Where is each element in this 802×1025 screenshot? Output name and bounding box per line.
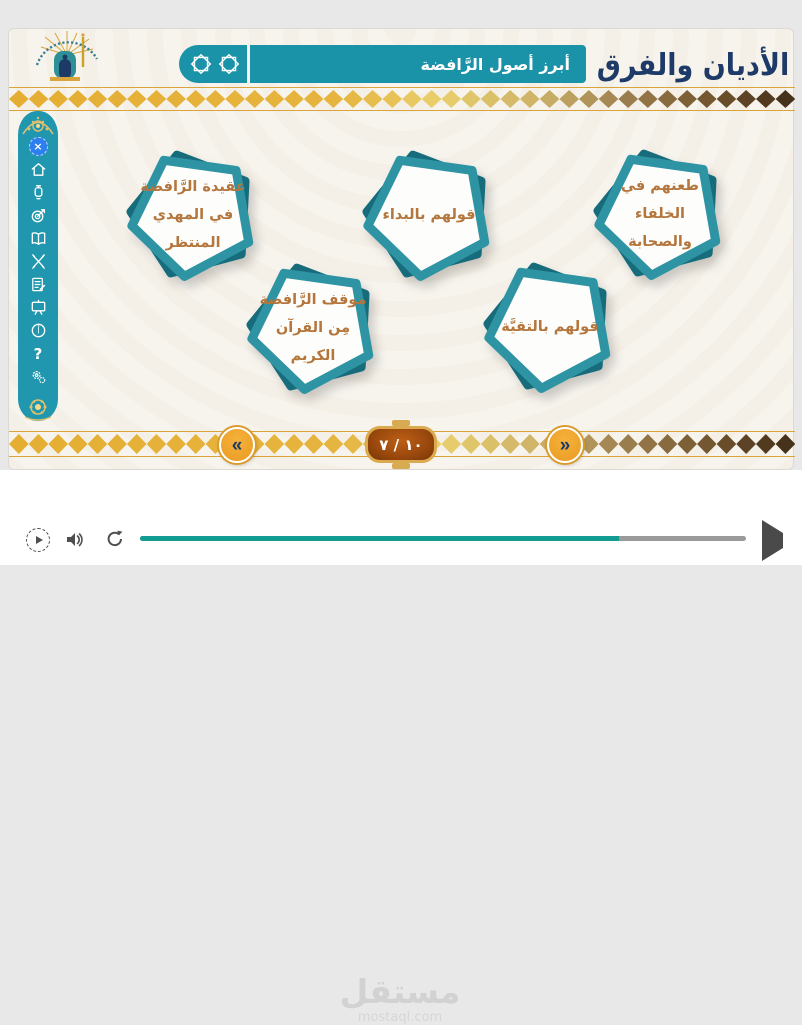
diamond-ornament [107,90,127,108]
diamond-ornament [88,90,108,108]
diamond-ornament [697,434,717,454]
diamond-ornament [206,90,226,108]
progress-track[interactable] [140,536,746,541]
slide-title-bar [179,45,586,83]
diamond-ornament [599,90,619,108]
sidebar-icons [27,137,49,386]
diamond-ornament [304,434,324,454]
refresh-icon [104,528,126,550]
diamond-ornament [68,90,88,108]
diamond-ornament [166,90,186,108]
diamond-ornament [756,434,776,454]
diamond-ornament [618,434,638,454]
diamond-ornament [343,90,363,108]
media-player-bar [0,470,802,1025]
diamond-ornament [461,434,481,454]
diamond-ornament [441,434,461,454]
diamond-ornament [363,90,383,108]
target-icon[interactable] [27,206,49,225]
diamond-ornament [677,90,697,108]
diamond-ornament [186,434,206,454]
topic-card-quran[interactable] [233,248,393,408]
diamond-ornament [107,434,127,454]
board-icon[interactable] [27,298,49,317]
home-icon[interactable] [27,160,49,179]
diamond-ornament [245,90,265,108]
diamond-ornament [127,90,147,108]
diamond-ornament [422,90,442,108]
diamond-ornament [559,90,579,108]
diamond-ornament [658,434,678,454]
diamond-ornament [500,434,520,454]
play-button[interactable] [760,527,784,553]
diamond-ornament [29,434,49,454]
diamond-ornament [618,90,638,108]
diamond-ornament [638,434,658,454]
slide-title: أبرز أصول الرَّافضة [420,54,570,74]
octagram-star-icon[interactable] [217,52,241,76]
diamond-ornament [461,90,481,108]
diamond-ornament [736,90,756,108]
diamond-ornament [638,90,658,108]
next-page-button[interactable] [547,427,583,463]
diamond-border-top [9,87,795,111]
diamond-ornament [677,434,697,454]
question-icon[interactable]: ? [33,344,43,363]
vocab-icon[interactable] [27,321,49,340]
diamond-ornament [717,90,737,108]
topic-card-label: عقيدة الرَّافضة في المهدي المنتظر [140,178,246,252]
watermark [300,974,500,1025]
diamond-ornament [402,90,422,108]
diamond-ornament [225,90,245,108]
diamond-ornament [48,434,68,454]
diamond-ornament [48,90,68,108]
diamond-ornament [382,90,402,108]
sidebar-toolbar [18,111,58,421]
diamond-ornament [284,434,304,454]
diamond-ornament [324,434,344,454]
octagram-star-icon[interactable] [189,52,213,76]
diamond-ornament [441,90,461,108]
diamond-ornament [29,90,49,108]
diamond-ornament [717,434,737,454]
topic-card-label: قولهم بالبداء [382,206,476,223]
mosque-logo [19,29,115,93]
diamond-ornament [658,90,678,108]
diamond-ornament [776,90,796,108]
diamond-ornament [579,90,599,108]
diamond-ornament [520,434,540,454]
diamond-ornament [756,90,776,108]
diamond-ornament [147,90,167,108]
lamp-icon[interactable] [27,183,49,202]
diamond-ornament [284,90,304,108]
diamond-ornament [500,90,520,108]
book-icon[interactable] [27,229,49,248]
topic-card-label: موقف الرَّافضة مِن القرآن الكريم [259,291,367,365]
diamond-ornament [481,434,501,454]
speaker-icon [64,529,86,551]
refresh-button[interactable] [104,528,126,550]
diamond-ornament [736,434,756,454]
diamond-ornament [343,434,363,454]
replay-slide-button[interactable] [26,528,50,552]
diamond-ornament [304,90,324,108]
settings-icon[interactable] [27,367,49,386]
diamond-ornament [697,90,717,108]
diamond-ornament [9,90,29,108]
diamond-ornament [9,434,29,454]
diamond-ornament [88,434,108,454]
diamond-ornament [540,90,560,108]
sidebar-bottom-ornament [20,397,56,421]
chevron-right-icon: » [559,434,571,456]
diamond-ornament [324,90,344,108]
diamond-ornament [776,434,796,454]
page-indicator-badge [365,426,437,463]
progress-fill [140,536,619,541]
diamond-ornament [599,434,619,454]
topic-card-taqiyya[interactable] [470,247,630,407]
watermark-domain: mostaql.com [357,1010,443,1025]
page-number: ١٠ / ٧ [379,435,423,454]
diamond-ornament [186,90,206,108]
diamond-ornament [265,90,285,108]
diamond-ornament [68,434,88,454]
topic-card-label: طعنهم في الخلفاء والصحابة [621,177,699,251]
play-icon [36,536,43,544]
brand-calligraphy: الأديان والفرق [596,47,790,83]
sidebar-top-ornament [20,111,56,135]
diamond-ornament [481,90,501,108]
diamond-ornament [265,434,285,454]
chevron-left-icon: « [231,434,243,456]
svg-text:أ: أ [36,326,40,337]
volume-button[interactable] [64,529,86,551]
slide-canvas [8,28,794,470]
play-triangle-icon [762,520,783,561]
pencils-icon[interactable] [27,252,49,271]
title-bar-buttons [179,52,247,76]
diamond-ornament [127,434,147,454]
prev-page-button[interactable] [219,427,255,463]
diamond-ornament [166,434,186,454]
diamond-ornament [147,434,167,454]
topic-card-label: قولهم بالتقيَّة [501,318,599,335]
diamond-ornament [520,90,540,108]
close-icon[interactable]: × [27,137,49,156]
watermark-name: مستقل [339,972,461,1011]
notes-icon[interactable] [27,275,49,294]
